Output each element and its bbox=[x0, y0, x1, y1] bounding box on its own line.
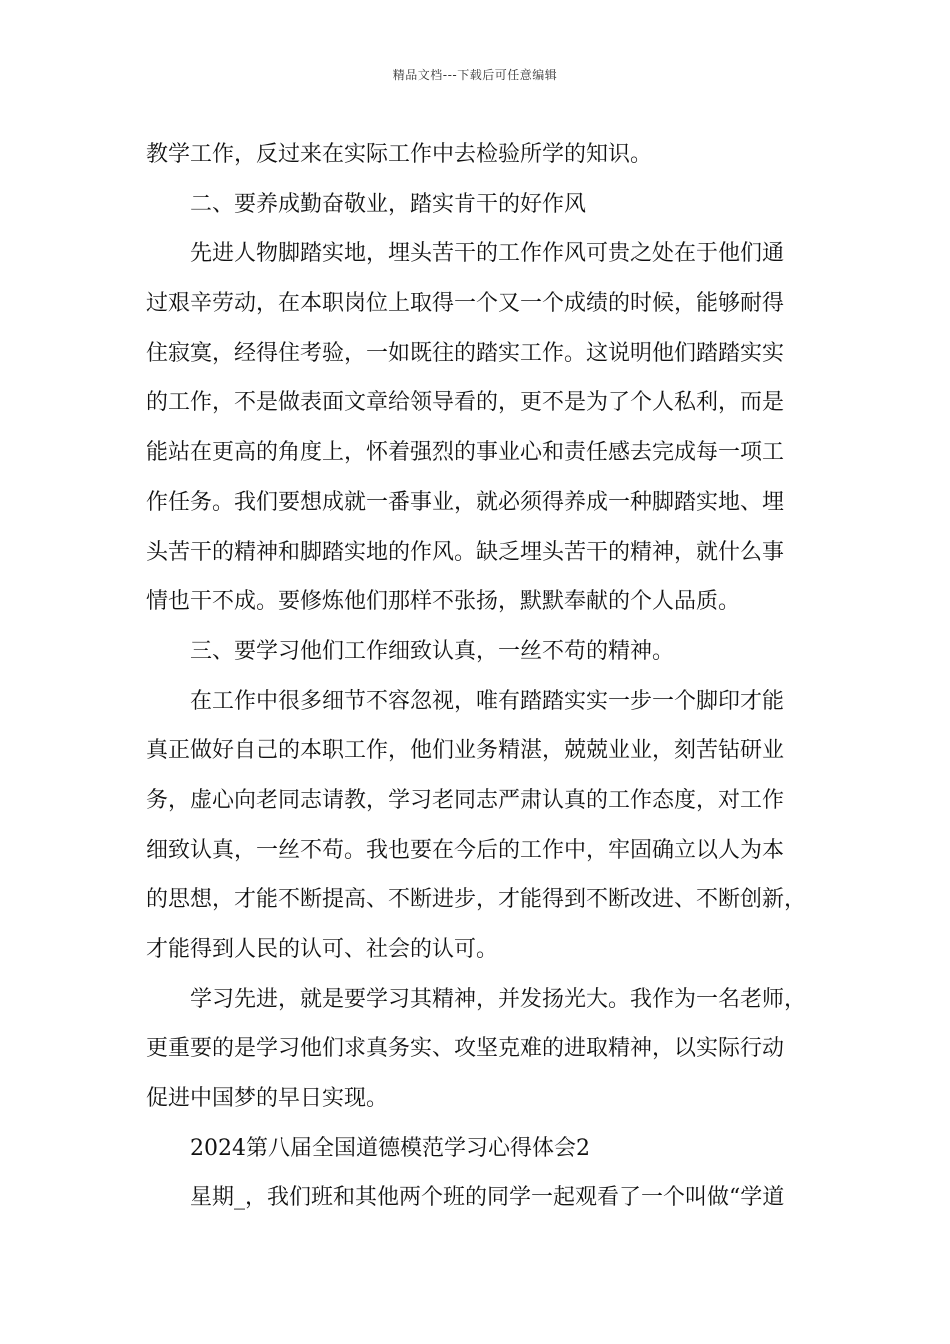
section-heading: 二、要养成勤奋敬业，踏实肯干的好作风 bbox=[190, 191, 587, 217]
article-title: 2024第八届全国道德模范学习心得体会2 bbox=[190, 1135, 590, 1161]
section-heading: 三、要学习他们工作细致认真，一丝不苟的精神。 bbox=[190, 638, 675, 664]
text-line: 情也干不成。要修炼他们那样不张扬，默默奉献的个人品质。 bbox=[146, 589, 741, 615]
text-line: 先进人物脚踏实地，埋头苦干的工作作风可贵之处在于他们通 bbox=[190, 241, 785, 267]
text-line: 学习先进，就是要学习其精神，并发扬光大。我作为一名老师， bbox=[190, 986, 807, 1012]
text-line: 星期_，我们班和其他两个班的同学一起观看了一个叫做“学道 bbox=[190, 1185, 785, 1211]
text-line: 过艰辛劳动，在本职岗位上取得一个又一个成绩的时候，能够耐得 bbox=[146, 291, 785, 317]
text-line: 的工作，不是做表面文章给领导看的，更不是为了个人私利，而是 bbox=[146, 390, 785, 416]
document-body bbox=[146, 130, 818, 1223]
text-line: 住寂寞，经得住考验，一如既往的踏实工作。这说明他们踏踏实实 bbox=[146, 340, 785, 366]
text-line: 真正做好自己的本职工作，他们业务精湛，兢兢业业，刻苦钻研业 bbox=[146, 738, 785, 764]
text-line: 细致认真，一丝不苟。我也要在今后的工作中，牢固确立以人为本 bbox=[146, 837, 785, 863]
text-line: 教学工作，反过来在实际工作中去检验所学的知识。 bbox=[146, 142, 653, 167]
text-line: 更重要的是学习他们求真务实、攻坚克难的进取精神，以实际行动 bbox=[146, 1036, 785, 1062]
text-line: 作任务。我们要想成就一番事业，就必须得养成一种脚踏实地、埋 bbox=[146, 489, 785, 515]
text-line: 的思想，才能不断提高、不断进步，才能得到不断改进、不断创新， bbox=[146, 887, 807, 913]
text-line: 能站在更高的角度上，怀着强烈的事业心和责任感去完成每一项工 bbox=[146, 440, 785, 466]
text-line: 头苦干的精神和脚踏实地的作风。缺乏埋头苦干的精神，就什么事 bbox=[146, 539, 785, 565]
text-line: 促进中国梦的早日实现。 bbox=[146, 1086, 389, 1112]
text-line: 务，虚心向老同志请教，学习老同志严肃认真的工作态度，对工作 bbox=[146, 787, 785, 813]
page-header: 精品文档---下载后可任意编辑 bbox=[392, 68, 558, 82]
text-line: 在工作中很多细节不容忽视，唯有踏踏实实一步一个脚印才能 bbox=[190, 688, 785, 714]
text-line: 才能得到人民的认可、社会的认可。 bbox=[146, 937, 499, 962]
